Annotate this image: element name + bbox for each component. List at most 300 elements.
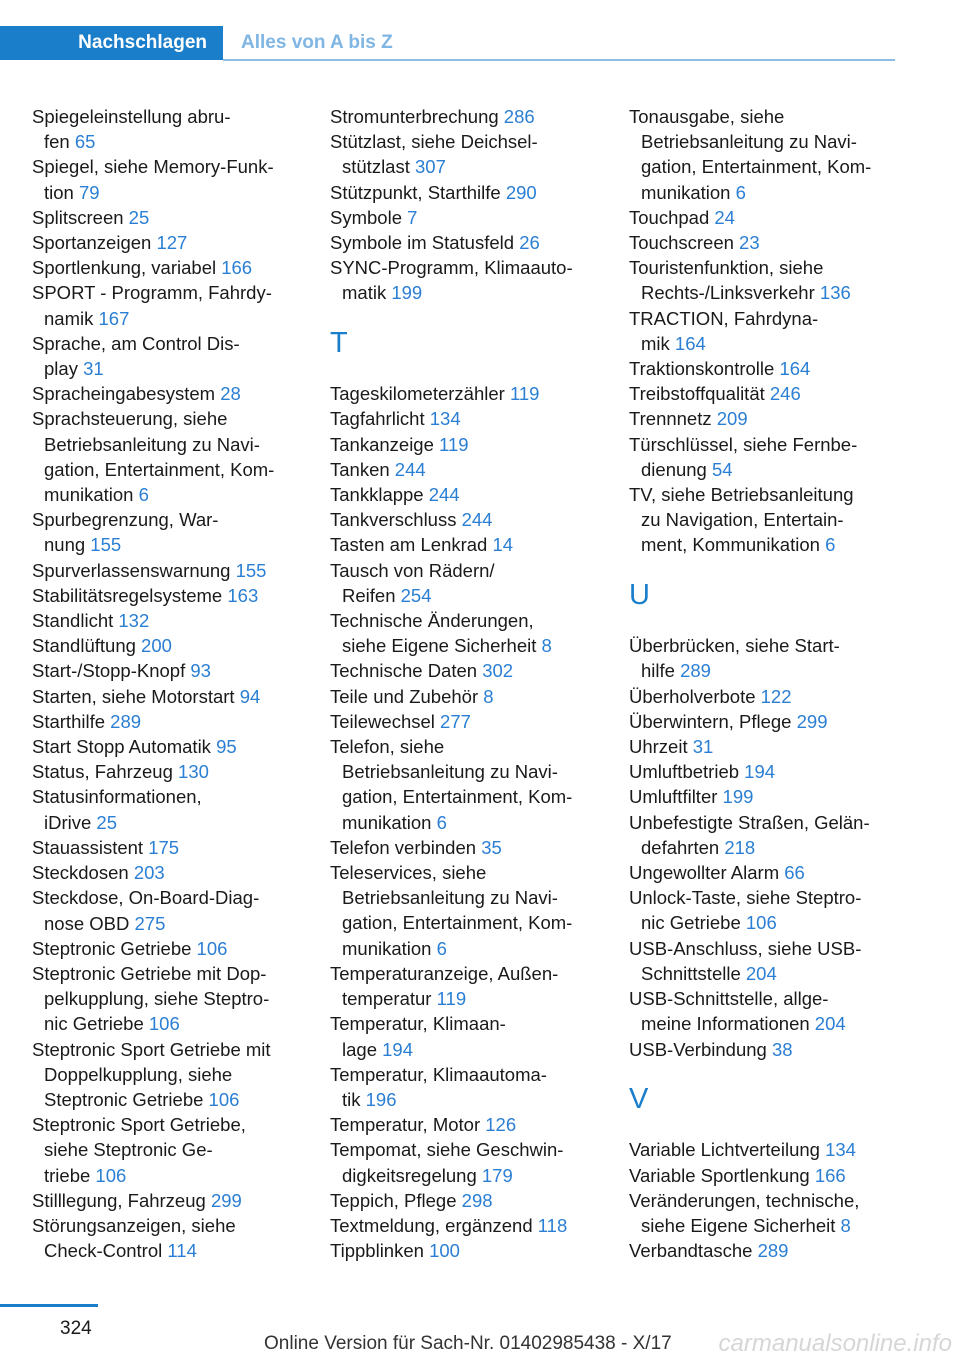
index-letter-heading: T	[330, 326, 348, 359]
page-reference-link[interactable]: 31	[83, 358, 104, 380]
index-entry-text: TV, siehe Betriebsanleitung	[629, 484, 854, 506]
page-reference-link[interactable]: 289	[757, 1240, 789, 1262]
index-entry	[32, 684, 308, 709]
index-entry-text: Symbole im Statusfeld	[330, 232, 515, 254]
index-entry-text: TRACTION, Fahrdyna-	[629, 307, 819, 329]
index-entry-text: Betriebsanleitung zu Navi-	[342, 761, 558, 783]
index-entry-text: Start-/Stopp-Knopf	[32, 660, 186, 682]
index-entry	[330, 129, 606, 179]
page-reference-link[interactable]: 94	[239, 685, 261, 707]
index-entry	[330, 961, 606, 1011]
page-reference-link[interactable]: 119	[509, 383, 540, 405]
index-entry-text: Touchpad	[629, 206, 710, 228]
index-entry-text: play	[44, 358, 78, 380]
page-reference-link[interactable]: 194	[744, 761, 776, 783]
index-entry-text: Rechts-/Linksverkehr	[641, 282, 815, 304]
page-reference-link[interactable]: 164	[674, 332, 706, 354]
page-reference-link[interactable]: 106	[148, 1013, 180, 1035]
index-entry	[330, 532, 606, 557]
page-reference-link[interactable]: 118	[537, 1214, 568, 1236]
index-entry	[330, 180, 606, 205]
index-entry-text: Telefon verbinden	[330, 836, 477, 858]
page-reference-link[interactable]: 196	[365, 1088, 397, 1110]
index-entry-text: Überbrücken, siehe Start-	[629, 635, 840, 657]
index-entry-text: Statusinformationen,	[32, 786, 202, 808]
index-entry-text: siehe Eigene Sicherheit	[342, 635, 537, 657]
index-entry-text: Telefon, siehe	[330, 736, 445, 758]
index-entry-text: Überholverbote	[629, 685, 756, 707]
index-entry	[330, 482, 606, 507]
index-entry	[330, 507, 606, 532]
index-entry	[32, 860, 308, 885]
index-entry-text: Variable Sportlenkung	[629, 1164, 810, 1186]
index-entry	[32, 709, 308, 734]
index-entry-text: gation, Entertainment, Kom-	[44, 458, 275, 480]
index-entry-text: Check-Control	[44, 1240, 163, 1262]
index-entry-text: Touchscreen	[629, 232, 734, 254]
index-entry	[32, 280, 308, 330]
index-entry	[32, 104, 308, 154]
index-entry-text: munikation	[641, 181, 731, 203]
index-entry-text: Teile und Zubehör	[330, 685, 479, 707]
index-entry-text: Unlock-Taste, siehe Steptro-	[629, 887, 862, 909]
page-reference-link[interactable]: 166	[814, 1164, 846, 1186]
index-entry-text: Störungsanzeigen, siehe	[32, 1214, 236, 1236]
index-entry-text: Spracheingabesystem	[32, 383, 216, 405]
index-entry-text: zu Navigation, Entertain-	[641, 509, 844, 531]
index-entry	[629, 482, 905, 558]
index-entry-text: Stauassistent	[32, 836, 144, 858]
page-reference-link[interactable]: 175	[148, 836, 180, 858]
page-header	[0, 26, 895, 62]
page-reference-link[interactable]: 66	[784, 862, 805, 884]
page-reference-link[interactable]: 119	[439, 433, 469, 455]
index-entry-text: Tagfahrlicht	[330, 408, 425, 430]
index-entry	[629, 406, 905, 431]
index-entry	[330, 432, 606, 457]
index-entry-text: Standlüftung	[32, 635, 136, 657]
page-reference-link[interactable]: 199	[722, 786, 754, 808]
index-entry	[32, 558, 308, 583]
page-reference-link[interactable]: 299	[796, 710, 828, 732]
index-entry-text: SPORT - Programm, Fahrdy-	[32, 282, 272, 304]
index-entry	[330, 230, 606, 255]
index-entry-text: temperatur	[342, 988, 432, 1010]
index-entry	[32, 734, 308, 759]
page-reference-link[interactable]: 134	[429, 408, 461, 430]
page-reference-link[interactable]: 277	[440, 710, 471, 732]
index-entry-text: nic Getriebe	[641, 912, 741, 934]
page-reference-link[interactable]: 38	[771, 1038, 793, 1060]
page-reference-link[interactable]: 28	[220, 383, 241, 405]
index-entry-text: fen	[44, 131, 70, 153]
index-entry	[629, 734, 905, 759]
index-entry	[32, 1037, 308, 1113]
index-entry	[330, 835, 606, 860]
index-entry-text: matik	[342, 282, 387, 304]
index-entry	[629, 1037, 905, 1062]
page-reference-link[interactable]: 35	[481, 836, 502, 858]
index-entry-text: Start Stopp Automatik	[32, 736, 211, 758]
index-entry-text: nose OBD	[44, 912, 130, 934]
index-entry-text: Türschlüssel, siehe Fernbe-	[629, 433, 858, 455]
page-reference-link[interactable]: 246	[769, 383, 801, 405]
index-entry	[330, 1213, 606, 1238]
page-reference-link[interactable]: 290	[505, 181, 537, 203]
index-entry-text: Tageskilometerzähler	[330, 383, 505, 405]
page-reference-link[interactable]: 244	[461, 509, 493, 531]
index-entry-text: munikation	[44, 484, 134, 506]
page-reference-link[interactable]: 164	[779, 358, 811, 380]
page-reference-link[interactable]: 114	[167, 1240, 197, 1262]
index-entry	[629, 306, 905, 356]
page-reference-link[interactable]: 155	[235, 559, 267, 581]
index-entry-text: pelkupplung, siehe Steptro-	[44, 988, 270, 1010]
index-entry	[629, 356, 905, 381]
index-entry	[629, 104, 905, 205]
index-entry-text: Tanken	[330, 458, 390, 480]
index-entry-text: Starthilfe	[32, 710, 106, 732]
page-reference-link[interactable]: 79	[78, 181, 100, 203]
index-entry-text: Uhrzeit	[629, 736, 688, 758]
page-reference-link[interactable]: 7	[407, 206, 418, 228]
index-entry-text: munikation	[342, 811, 432, 833]
index-entry-text: tion	[44, 181, 74, 203]
page-reference-link[interactable]: 289	[680, 660, 711, 682]
index-entry-text: Steptronic Getriebe	[32, 937, 192, 959]
page-reference-link[interactable]: 254	[400, 584, 432, 606]
index-entry-text: USB-Schnittstelle, allge-	[629, 988, 829, 1010]
page-reference-link[interactable]: 106	[745, 912, 777, 934]
index-entry-text: Temperatur, Motor	[330, 1114, 481, 1136]
index-entry-text: Sportanzeigen	[32, 232, 152, 254]
index-entry	[629, 381, 905, 406]
index-entry	[32, 1213, 308, 1263]
index-entry-text: Teppich, Pflege	[330, 1189, 457, 1211]
index-column-2	[330, 104, 606, 1263]
index-entry	[330, 1137, 606, 1187]
index-entry-text: gation, Entertainment, Kom-	[641, 156, 872, 178]
page-reference-link[interactable]: 25	[96, 811, 117, 833]
index-entry	[330, 1238, 606, 1263]
index-entry-text: Sprachsteuerung, siehe	[32, 408, 228, 430]
index-entry	[32, 835, 308, 860]
index-entry-text: meine Informationen	[641, 1013, 810, 1035]
page-reference-link[interactable]: 218	[724, 836, 756, 858]
page-reference-link[interactable]: 100	[429, 1240, 460, 1262]
page-reference-link[interactable]: 8	[483, 685, 494, 707]
page-reference-link[interactable]: 106	[196, 937, 228, 959]
index-entry-text: Variable Lichtverteilung	[629, 1139, 820, 1161]
page-reference-link[interactable]: 163	[227, 584, 259, 606]
index-entry-text: Tankverschluss	[330, 509, 457, 531]
page-reference-link[interactable]: 127	[156, 232, 188, 254]
index-entry	[330, 734, 606, 835]
index-entry-text: Spurverlassenswarnung	[32, 559, 231, 581]
index-entry	[330, 205, 606, 230]
index-entry	[330, 684, 606, 709]
index-entry	[32, 1112, 308, 1188]
watermark: carmanualsonline.info	[718, 1330, 952, 1357]
index-entry	[32, 154, 308, 204]
page-reference-link[interactable]: 8	[840, 1214, 851, 1236]
index-entry-text: Teilewechsel	[330, 710, 435, 732]
page-reference-link[interactable]: 289	[110, 710, 142, 732]
page-reference-link[interactable]: 204	[745, 962, 777, 984]
index-entry-text: Spurbegrenzung, War-	[32, 509, 219, 531]
index-entry	[629, 1163, 905, 1188]
index-entry-text: mik	[641, 332, 670, 354]
index-entry-text: Schnittstelle	[641, 962, 741, 984]
index-entry-text: Standlicht	[32, 610, 114, 632]
page-reference-link[interactable]: 209	[716, 408, 748, 430]
page-reference-link[interactable]: 302	[482, 660, 514, 682]
page-reference-link[interactable]: 132	[118, 610, 150, 632]
index-entry	[330, 709, 606, 734]
index-entry-text: SYNC-Programm, Klimaauto-	[330, 257, 573, 279]
index-entry	[330, 1188, 606, 1213]
index-entry-text: Reifen	[342, 584, 396, 606]
index-entry-text: Tankklappe	[330, 484, 424, 506]
online-version-note: Online Version für Sach-Nr. 01402985438 - X/17	[264, 1333, 672, 1354]
index-entry	[32, 633, 308, 658]
index-entry-text: Tippblinken	[330, 1240, 424, 1262]
index-entry	[32, 759, 308, 784]
page-reference-link[interactable]: 93	[190, 660, 211, 682]
index-entry	[330, 1062, 606, 1112]
index-entry	[32, 255, 308, 280]
index-entry-text: hilfe	[641, 660, 675, 682]
page-reference-link[interactable]: 24	[714, 206, 735, 228]
index-entry-text: Betriebsanleitung zu Navi-	[342, 887, 558, 909]
index-entry-text: Steptronic Sport Getriebe mit	[32, 1038, 271, 1060]
header-rule	[223, 59, 895, 61]
page-reference-link[interactable]: 167	[98, 307, 130, 329]
index-column-3	[629, 104, 905, 1263]
index-entry-text: Splitscreen	[32, 206, 124, 228]
index-entry-text: siehe Steptronic Ge-	[44, 1139, 213, 1161]
page-reference-link[interactable]: 106	[95, 1164, 127, 1186]
page-reference-link[interactable]: 307	[415, 156, 446, 178]
index-entry-text: stützlast	[342, 156, 410, 178]
page-reference-link[interactable]: 244	[394, 458, 426, 480]
index-entry-text: Temperaturanzeige, Außen-	[330, 962, 559, 984]
index-entry	[32, 936, 308, 961]
index-entry-text: Spiegeleinstellung abru-	[32, 106, 231, 127]
index-entry	[629, 759, 905, 784]
index-entry-text: Stabilitätsregelsysteme	[32, 584, 223, 606]
index-entry	[32, 230, 308, 255]
index-entry-text: iDrive	[44, 811, 92, 833]
page-reference-link[interactable]: 65	[74, 131, 96, 153]
page-reference-link[interactable]: 155	[90, 534, 122, 556]
page-reference-link[interactable]: 204	[814, 1013, 846, 1035]
page-reference-link[interactable]: 31	[692, 736, 714, 758]
index-entry	[32, 205, 308, 230]
index-entry-text: triebe	[44, 1164, 91, 1186]
index-entry	[629, 885, 905, 935]
index-entry-text: USB-Verbindung	[629, 1038, 767, 1060]
index-entry-text: Touristenfunktion, siehe	[629, 257, 824, 279]
index-entry-text: Tempomat, siehe Geschwin-	[330, 1139, 564, 1161]
index-entry	[330, 658, 606, 683]
index-entry-text: siehe Eigene Sicherheit	[641, 1214, 836, 1236]
index-entry-text: digkeitsregelung	[342, 1164, 477, 1186]
page-reference-link[interactable]: 275	[134, 912, 166, 934]
page-reference-link[interactable]: 6	[138, 484, 149, 506]
page-reference-link[interactable]: 203	[133, 862, 165, 884]
index-entry-text: Status, Fahrzeug	[32, 761, 173, 783]
index-entry-text: defahrten	[641, 836, 720, 858]
index-entry-text: Temperatur, Klimaan-	[330, 1013, 506, 1035]
index-entry	[629, 255, 905, 305]
index-entry-text: Spiegel, siehe Memory-Funk-	[32, 156, 274, 178]
index-entry-text: lage	[342, 1038, 377, 1060]
index-entry	[32, 885, 308, 935]
index-entry-text: Tausch von Rädern/	[330, 559, 495, 581]
index-entry	[330, 608, 606, 658]
page-reference-link[interactable]: 6	[735, 181, 746, 203]
page-reference-link[interactable]: 8	[541, 635, 552, 657]
page-reference-link[interactable]: 200	[141, 635, 172, 657]
index-entry	[330, 1112, 606, 1137]
index-entry-text: nic Getriebe	[44, 1013, 144, 1035]
index-entry-text: Starten, siehe Motorstart	[32, 685, 235, 707]
index-entry	[32, 784, 308, 834]
index-entry-text: gation, Entertainment, Kom-	[342, 912, 573, 934]
index-entry-text: Ungewollter Alarm	[629, 862, 780, 884]
index-entry	[629, 810, 905, 860]
index-entry	[629, 1188, 905, 1238]
index-entry-text: dienung	[641, 458, 707, 480]
index-entry-text: Umluftfilter	[629, 786, 718, 808]
page-reference-link[interactable]: 194	[382, 1038, 413, 1060]
index-entry-text: Technische Änderungen,	[330, 610, 534, 632]
page-reference-link[interactable]: 298	[461, 1189, 493, 1211]
page-reference-link[interactable]: 286	[503, 106, 535, 127]
page-reference-link[interactable]: 244	[428, 484, 460, 506]
index-entry	[330, 255, 606, 305]
index-entry	[330, 104, 606, 129]
index-entry-text: ment, Kommunikation	[641, 534, 820, 556]
index-entry-text: Betriebsanleitung zu Navi-	[44, 433, 260, 455]
page-reference-link[interactable]: 14	[492, 534, 514, 556]
index-entry-text: Überwintern, Pflege	[629, 710, 792, 732]
page-reference-link[interactable]: 299	[210, 1189, 242, 1211]
index-entry-text: Stützlast, siehe Deichsel-	[330, 131, 538, 153]
page-reference-link[interactable]: 6	[436, 811, 447, 833]
index-entry	[629, 709, 905, 734]
index-entry	[32, 608, 308, 633]
index-entry	[32, 961, 308, 1037]
index-entry-text: Sprache, am Control Dis-	[32, 332, 240, 354]
index-entry	[629, 230, 905, 255]
index-entry-text: Tasten am Lenkrad	[330, 534, 488, 556]
page-reference-link[interactable]: 25	[128, 206, 150, 228]
index-entry-text: Temperatur, Klimaautoma-	[330, 1063, 547, 1085]
page-reference-link[interactable]: 134	[825, 1139, 856, 1161]
index-entry	[629, 633, 905, 683]
index-entry	[629, 1137, 905, 1162]
index-entry	[330, 406, 606, 431]
index-entry-text: tik	[342, 1088, 361, 1110]
index-entry-text: Umluftbetrieb	[629, 761, 740, 783]
index-entry	[330, 558, 606, 608]
index-entry	[32, 507, 308, 557]
page-reference-link[interactable]: 6	[436, 937, 447, 959]
page-reference-link[interactable]: 122	[760, 685, 792, 707]
index-entry-text: Steptronic Getriebe	[44, 1088, 204, 1110]
page-reference-link[interactable]: 130	[178, 761, 209, 783]
index-letter-heading: U	[629, 578, 650, 611]
tab-nachschlagen[interactable]: Nachschlagen	[0, 26, 223, 60]
index-entry	[330, 1011, 606, 1061]
index-entry-text: Betriebsanleitung zu Navi-	[641, 131, 857, 153]
index-entry-text: Tonausgabe, siehe	[629, 106, 785, 127]
index-entry	[629, 205, 905, 230]
index-entry	[32, 381, 308, 406]
index-entry-text: Veränderungen, technische,	[629, 1189, 860, 1211]
page-reference-link[interactable]: 166	[221, 257, 253, 279]
page-reference-link[interactable]: 136	[819, 282, 851, 304]
index-entry-text: Steckdosen	[32, 862, 129, 884]
footer-rule	[0, 1304, 98, 1307]
page-reference-link[interactable]: 106	[208, 1088, 240, 1110]
index-column-1	[32, 104, 308, 1263]
index-entry-text: Technische Daten	[330, 660, 478, 682]
index-entry-text: Trennnetz	[629, 408, 712, 430]
index-entry-text: munikation	[342, 937, 432, 959]
index-entry-text: Doppelkupplung, siehe	[44, 1063, 233, 1085]
index-entry-text: Textmeldung, ergänzend	[330, 1214, 533, 1236]
index-entry	[330, 457, 606, 482]
index-entry	[32, 331, 308, 381]
page-number: 324	[60, 1318, 92, 1339]
index-entry-text: gation, Entertainment, Kom-	[342, 786, 573, 808]
index-entry-text: Sportlenkung, variabel	[32, 257, 217, 279]
index-entry	[629, 784, 905, 809]
index-entry-text: USB-Anschluss, siehe USB-	[629, 937, 862, 959]
index-entry-text: Teleservices, siehe	[330, 862, 487, 884]
index-entry-text: Treibstoffqualität	[629, 383, 765, 405]
index-entry-text: Stützpunkt, Starthilfe	[330, 181, 501, 203]
page-reference-link[interactable]: 6	[825, 534, 836, 556]
page-reference-link[interactable]: 54	[711, 458, 733, 480]
index-entry	[629, 936, 905, 986]
page-reference-link[interactable]: 95	[216, 736, 237, 758]
index-entry	[330, 860, 606, 961]
page-reference-link[interactable]: 119	[436, 988, 467, 1010]
tab-alles-von-a-bis-z[interactable]: Alles von A bis Z	[241, 32, 393, 53]
page-reference-link[interactable]: 199	[391, 282, 423, 304]
page-reference-link[interactable]: 23	[739, 232, 760, 254]
page-reference-link[interactable]: 179	[481, 1164, 513, 1186]
index-entry-text: Steckdose, On-Board-Diag-	[32, 887, 260, 909]
index-entry	[330, 381, 606, 406]
index-entry	[32, 658, 308, 683]
index-entry	[629, 986, 905, 1036]
index-entry	[629, 1238, 905, 1263]
index-entry-text: Verbandtasche	[629, 1240, 753, 1262]
index-letter-heading: V	[629, 1082, 649, 1115]
index-entry	[32, 1188, 308, 1213]
index-entry	[32, 406, 308, 507]
page-reference-link[interactable]: 126	[485, 1114, 517, 1136]
index-entry-text: Steptronic Getriebe mit Dop-	[32, 962, 267, 984]
index-entry-text: Traktionskontrolle	[629, 358, 775, 380]
index-entry	[629, 432, 905, 482]
page-reference-link[interactable]: 26	[519, 232, 540, 254]
